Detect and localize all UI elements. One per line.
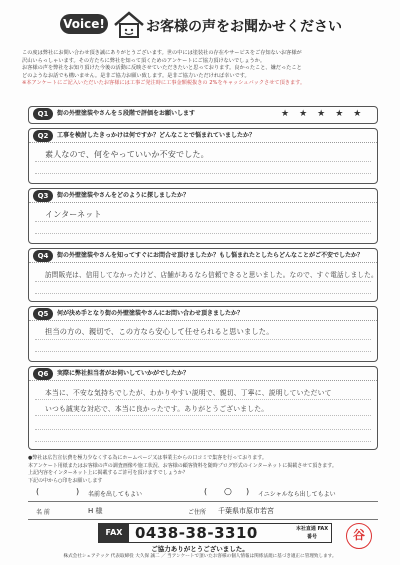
answer-text: いつも誠実な対応で、本当に良かったです。ありがとうございました。 xyxy=(45,405,269,413)
question-number: Q4 xyxy=(33,250,53,262)
note-line: ●弊社は広告宣伝費を極力少なくする為にホームページ又は事業主からの口コミで集客を行っております。 xyxy=(28,455,267,461)
intro-line: この度は弊社にお問い合わせ頂き誠にありがとうございます。世の中には塗装社の存在やサービスをご存知ないお客様が xyxy=(22,50,302,56)
question-text: 工事を検討したきっかけは何ですか？どんなことで悩まれていましたか？ xyxy=(57,132,256,139)
fax-note: 本社直通 FAX番号 xyxy=(295,526,329,540)
company-info: 株式会社シェアテック 代表取締役 大久保 誠二 ／ 当アンケートで頂いたお客様の個人情報は関係法規に基づき適正に管理致します。 xyxy=(63,554,337,559)
question-3 xyxy=(28,188,378,244)
intro-line: 沢山いらっしゃいます。その方たちに弊社を知って頂くためのアンケートにご協力頂けないでしょうか。 xyxy=(22,57,266,64)
name-label: 名 前 xyxy=(36,509,50,516)
name-ok-option[interactable]: 名前を出してもよい xyxy=(88,491,143,498)
address-label: ご住所 xyxy=(188,509,207,516)
name-value[interactable]: H 様 xyxy=(88,507,103,515)
header xyxy=(60,8,360,46)
question-number: Q6 xyxy=(33,368,53,380)
question-text: 街の外壁塗装やさんを５段階で評価をお願いします xyxy=(57,110,196,117)
question-number: Q1 xyxy=(33,108,53,120)
question-text: 何が決め手となり街の外壁塗装やさんにお問い合わせ頂きましたか？ xyxy=(57,310,244,317)
question-1 xyxy=(28,106,378,124)
star-rating: ★★★★★ xyxy=(281,109,372,119)
initial-ok-option[interactable]: イニシャルなら出してもよい xyxy=(258,491,336,498)
house-icon xyxy=(112,10,146,40)
fax-icon: FAX xyxy=(99,524,129,542)
intro-line: お客様の声を弊社をお知り頂けた今後の活動に反映させていただきたいと思っております。良かったこと、嫌だったこと xyxy=(22,65,302,72)
name-address-row xyxy=(28,504,378,520)
address-value[interactable]: 千葉県市原市若宮 xyxy=(218,507,274,515)
question-4 xyxy=(28,248,378,302)
answer-text: 担当の方の、親切で、この方なら安心して任せられると思いました。 xyxy=(45,327,274,336)
question-number: Q2 xyxy=(33,130,53,142)
fax-box xyxy=(98,523,332,543)
answer-text: 素人なので、何をやっていいか不安でした。 xyxy=(45,150,209,159)
answer-text: インターネット xyxy=(45,210,102,219)
fax-number: 0438-38-3310 xyxy=(135,524,258,542)
page-title: お客様の声をお聞かせください xyxy=(146,19,342,35)
stamp-seal: 谷 xyxy=(346,523,372,549)
question-text: 実際に弊社担当者がお伺いしていかがでしたか？ xyxy=(57,370,190,377)
note-line: 本アンケート用紙またはお客様の声の調査画像や施工状況、お客様の顧客資料を随時ブログ形式のインターネットに掲載させて頂きます。 xyxy=(28,462,337,469)
question-6 xyxy=(28,366,378,450)
question-text: 街の外壁塗装やさんをどのように探しましたか？ xyxy=(57,192,190,199)
intro-text xyxy=(22,50,382,88)
thanks-text: ご協力ありがとうございました。 xyxy=(151,545,249,553)
answer-text: 訪問販売は、信用してなかったけど、店舗があるなら信頼できると思いました。なので、すぐ電話しました。 xyxy=(45,271,378,279)
note-line: 下記の中から○印をお願いします xyxy=(28,477,103,484)
intro-line: どのようなお話でも構いません。是非ご協力お願い致します。是非ご協力いただければ幸いです。 xyxy=(22,72,250,79)
cashback-note: ※本アンケートにご記入いただいたお客様には工事ご発注時に工事金額税抜きの 2%をキャッシュバックさせて頂きます。 xyxy=(22,80,306,87)
permission-options: ( ) 名前を出してもよい ( ○ ) イニシャルなら出してもよい xyxy=(28,486,378,502)
permission-note xyxy=(28,455,378,485)
question-text: 街の外壁塗装やさんを知ってすぐにお問合せ頂けましたか？もし悩まれたとしたらどんなことがご不安でしたか？ xyxy=(57,252,364,259)
answer-text: 本当に、不安な気持ちでしたが、わかりやすい説明で、親切、丁寧に、説明していただいて xyxy=(45,389,332,397)
question-number: Q5 xyxy=(33,308,53,320)
question-number: Q3 xyxy=(33,190,53,202)
note-line: 上記内容をインターネット上に掲載するご許可を頂けますでしょうか？ xyxy=(28,470,188,476)
initial-mark: ○ xyxy=(224,487,232,497)
question-2 xyxy=(28,128,378,184)
voice-badge: Voice! xyxy=(60,14,108,34)
question-5 xyxy=(28,306,378,362)
